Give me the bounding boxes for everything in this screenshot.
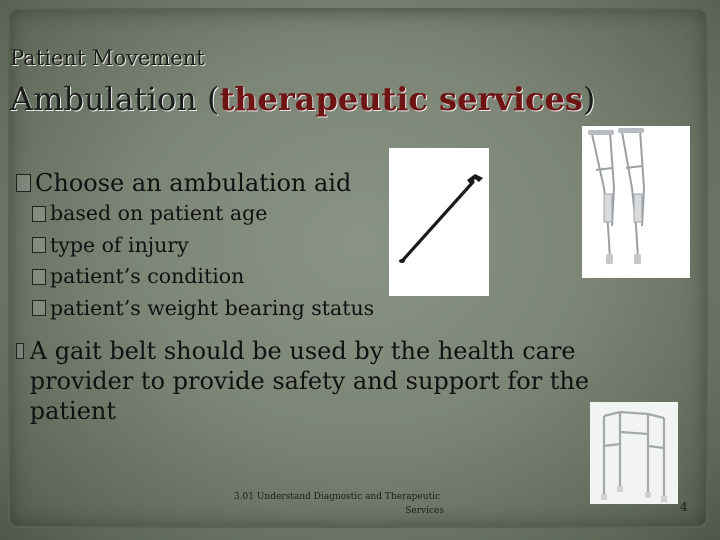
crutches-image: [582, 126, 690, 278]
footer-line-2: Services: [405, 506, 444, 516]
sub-bullet-text: type of injury: [50, 232, 189, 257]
bullet-box-icon: [16, 343, 24, 359]
footer-line-1: 3.01 Understand Diagnostic and Therapeutic: [233, 492, 441, 502]
bullet-box-icon: [32, 300, 46, 316]
bullet-list: [16, 168, 616, 324]
sub-bullet-text: patient’s weight bearing status: [50, 295, 375, 320]
bullet-box-icon: [32, 269, 46, 285]
cane-icon: [389, 148, 489, 296]
sub-bullet-item: [16, 293, 616, 325]
crutches-icon: [582, 126, 690, 278]
bullet-box-icon: [16, 174, 31, 192]
sub-bullet-item: [16, 230, 616, 262]
title-suffix: ): [582, 80, 596, 118]
sub-bullet-text: based on patient age: [50, 201, 268, 225]
walker-icon: [590, 402, 678, 504]
cane-image: [389, 148, 489, 296]
gait-belt-paragraph: [16, 336, 606, 426]
slide-title: [10, 80, 595, 118]
title-accent: therapeutic services: [219, 80, 583, 118]
bullet-text: Choose an ambulation aid: [35, 169, 352, 197]
page-number: 4: [680, 500, 688, 514]
sub-bullet-item: [16, 198, 616, 230]
bullet-box-icon: [32, 206, 46, 222]
title-prefix: Ambulation (: [10, 80, 220, 118]
bullet-item: [16, 168, 616, 198]
slide-footer: [200, 490, 444, 518]
paragraph-text: A gait belt should be used by the health care provider to provide safety and support for the patient: [29, 337, 590, 425]
walker-image: [590, 402, 678, 504]
slide-subtitle: Patient Movement: [10, 46, 205, 70]
bullet-box-icon: [32, 237, 46, 253]
sub-bullet-item: [16, 261, 616, 293]
sub-bullet-text: patient’s condition: [50, 264, 245, 288]
